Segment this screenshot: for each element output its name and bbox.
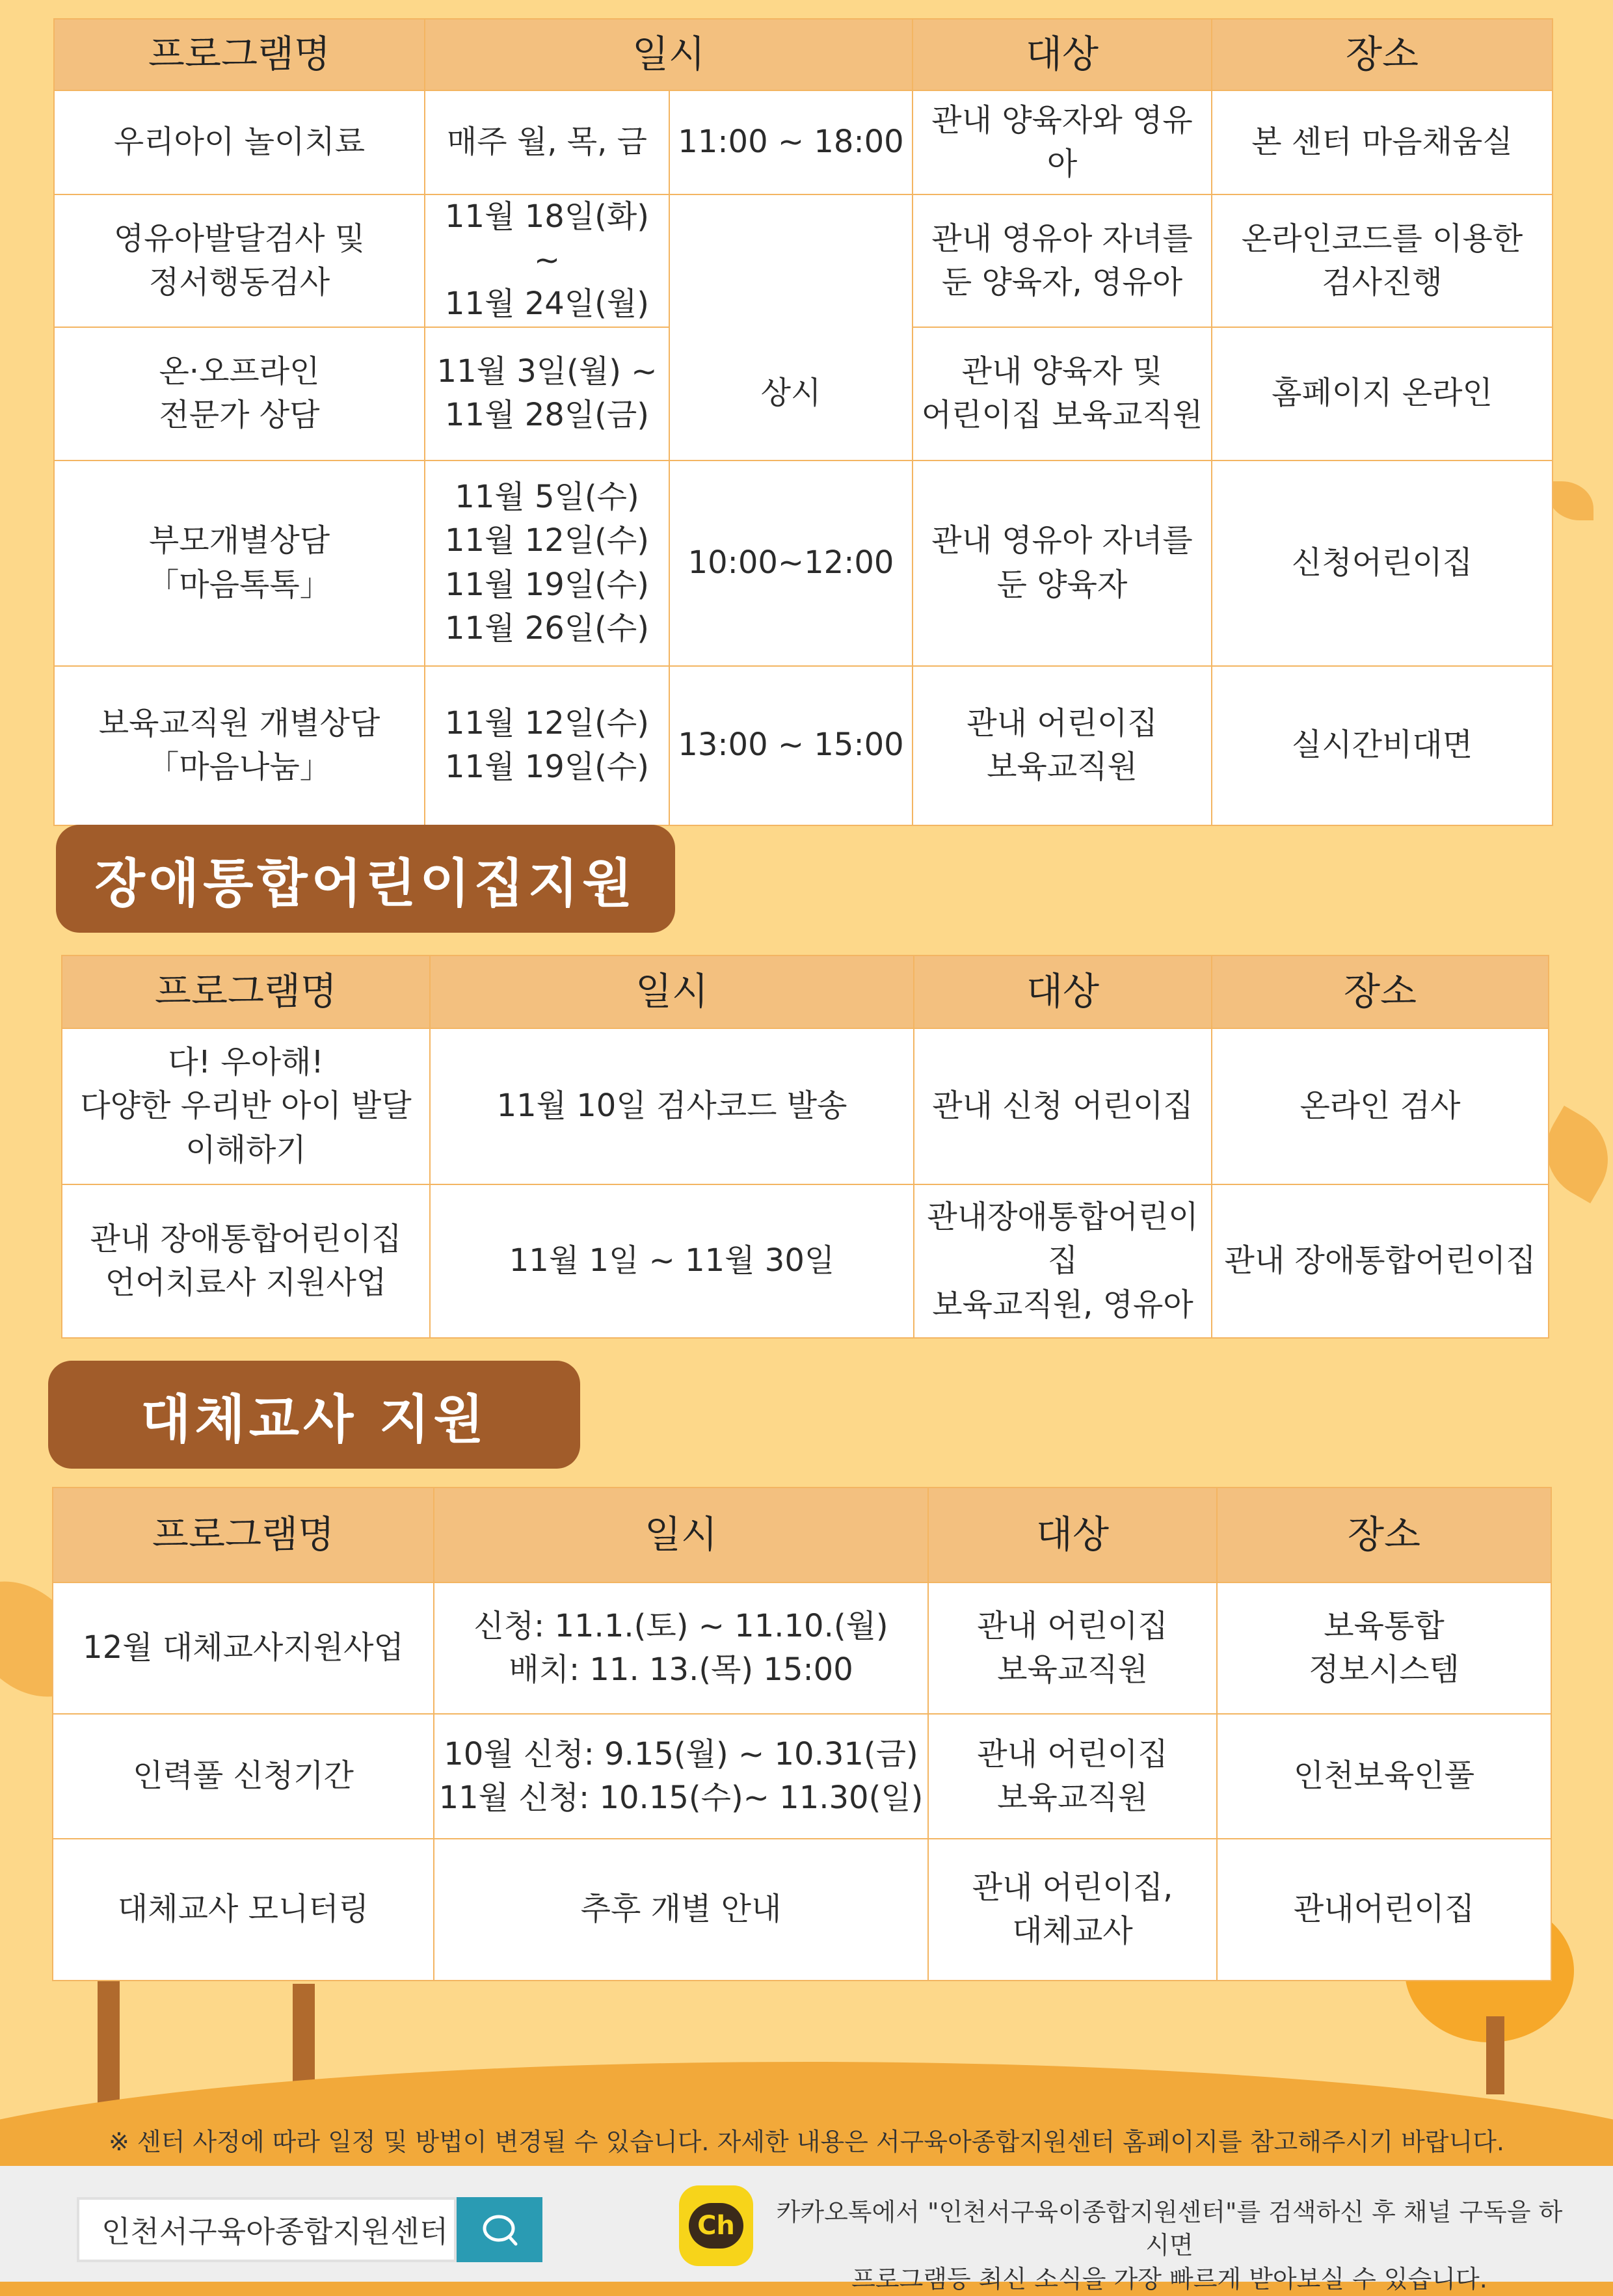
date-cell: 매주 월, 목, 금 [425,90,669,194]
place-cell: 신청어린이집 [1212,461,1553,666]
search-icon [477,2210,522,2249]
tree-decoration [1486,2016,1504,2094]
date-cell: 추후 개별 안내 [434,1839,928,1981]
header-program: 프로그램명 [54,19,425,90]
target-cell: 관내 신청 어린이집 [914,1028,1212,1184]
date-cell: 신청: 11.1.(토) ~ 11.10.(월) 배치: 11. 13.(목) 15:00 [434,1582,928,1714]
target-cell: 관내 양육자 및 어린이집 보육교직원 [913,327,1212,461]
place-cell: 온라인 검사 [1212,1028,1549,1184]
search-text: 인천서구육아종합지원센터 [101,2214,449,2249]
target-cell: 관내 영유아 자녀를 둔 양육자, 영유아 [913,194,1212,327]
place-cell: 인천보육인풀 [1217,1714,1551,1839]
header-program: 프로그램명 [62,955,430,1028]
counseling-schedule-table [53,18,1553,826]
header-target: 대상 [928,1488,1217,1582]
target-cell: 관내 양육자와 영유아 [913,90,1212,194]
date-cell: 11월 5일(수) 11월 12일(수) 11월 19일(수) 11월 26일(수) [425,461,669,666]
tree-decoration [293,1984,315,2094]
header-place: 장소 [1212,955,1549,1028]
program-cell: 영유아발달검사 및 정서행동검사 [54,194,425,327]
header-date: 일시 [430,955,914,1028]
program-cell: 다! 우아해! 다양한 우리반 아이 발달 이해하기 [62,1028,430,1184]
inclusive-daycare-table [61,955,1549,1339]
program-cell: 보육교직원 개별상담 「마음나눔」 [54,666,425,825]
program-cell: 부모개별상담 「마음톡톡」 [54,461,425,666]
header-target: 대상 [914,955,1212,1028]
center-search-input[interactable] [77,2197,457,2262]
date-cell: 11월 12일(수) 11월 19일(수) [425,666,669,825]
target-cell: 관내 어린이집 보육교직원 [928,1714,1217,1839]
program-cell: 인력풀 신청기간 [53,1714,434,1839]
program-cell: 우리아이 놀이치료 [54,90,425,194]
program-cell: 온·오프라인 전문가 상담 [54,327,425,461]
date-cell: 11월 10일 검사코드 발송 [430,1028,914,1184]
date-cell: 11월 1일 ~ 11월 30일 [430,1184,914,1338]
time-cell: 11:00 ~ 18:00 [669,90,913,194]
table-row [62,1028,1549,1184]
section-title-inclusive-daycare: 장애통합어린이집지원 [56,825,675,933]
place-cell: 홈페이지 온라인 [1212,327,1553,461]
table-row [62,1184,1549,1338]
header-target: 대상 [913,19,1212,90]
place-cell: 본 센터 마음채움실 [1212,90,1553,194]
time-cell: 상시 [669,327,913,461]
header-place: 장소 [1217,1488,1551,1582]
time-cell [669,194,913,327]
tree-decoration [98,1977,120,2107]
table-row [54,666,1553,825]
place-cell: 관내 장애통합어린이집 [1212,1184,1549,1338]
leaf-decoration [1548,481,1593,520]
table-row [54,327,1553,461]
schedule-change-note: ※ 센터 사정에 따라 일정 및 방법이 변경될 수 있습니다. 자세한 내용은 서구육아종합지원센터 홈페이지를 참고해주시기 바랍니다. [108,2128,1504,2156]
section-title-substitute-teacher: 대체교사 지원 [48,1361,580,1469]
time-cell: 10:00~12:00 [669,461,913,666]
date-cell: 10월 신청: 9.15(월) ~ 10.31(금) 11월 신청: 10.15(수)~ 11.30(일) [434,1714,928,1839]
header-program: 프로그램명 [53,1488,434,1582]
target-cell: 관내 어린이집 보육교직원 [913,666,1212,825]
place-cell: 관내어린이집 [1217,1839,1551,1981]
header-date: 일시 [434,1488,928,1582]
time-cell: 13:00 ~ 15:00 [669,666,913,825]
target-cell: 관내장애통합어린이집 보육교직원, 영유아 [914,1184,1212,1338]
date-cell: 11월 18일(화) ~ 11월 24일(월) [425,194,669,327]
target-cell: 관내 영유아 자녀를 둔 양육자 [913,461,1212,666]
table-row [53,1839,1551,1981]
program-cell: 관내 장애통합어린이집 언어치료사 지원사업 [62,1184,430,1338]
search-button[interactable] [457,2197,542,2262]
place-cell: 온라인코드를 이용한 검사진행 [1212,194,1553,327]
table-row [54,90,1553,194]
kakao-channel-label: Ch [689,2203,743,2249]
header-date: 일시 [425,19,913,90]
date-cell: 11월 3일(월) ~ 11월 28일(금) [425,327,669,461]
table-row [54,194,1553,327]
table-row [54,461,1553,666]
footer [0,2166,1613,2293]
kakao-instructions: 카카오톡에서 "인천서구육이종합지원센터"를 검색하신 후 채널 구독을 하시면 프로그램등 최신 소식을 가장 빠르게 받아보실 수 있습니다. [776,2198,1563,2293]
place-cell: 실시간비대면 [1212,666,1553,825]
header-place: 장소 [1212,19,1553,90]
place-cell: 보육통합 정보시스템 [1217,1582,1551,1714]
target-cell: 관내 어린이집, 대체교사 [928,1839,1217,1981]
table-row [53,1582,1551,1714]
substitute-teacher-table [52,1487,1552,1981]
program-cell: 12월 대체교사지원사업 [53,1582,434,1714]
program-cell: 대체교사 모니터링 [53,1839,434,1981]
table-row [53,1714,1551,1839]
kakao-channel-icon[interactable] [679,2185,753,2266]
target-cell: 관내 어린이집 보육교직원 [928,1582,1217,1714]
